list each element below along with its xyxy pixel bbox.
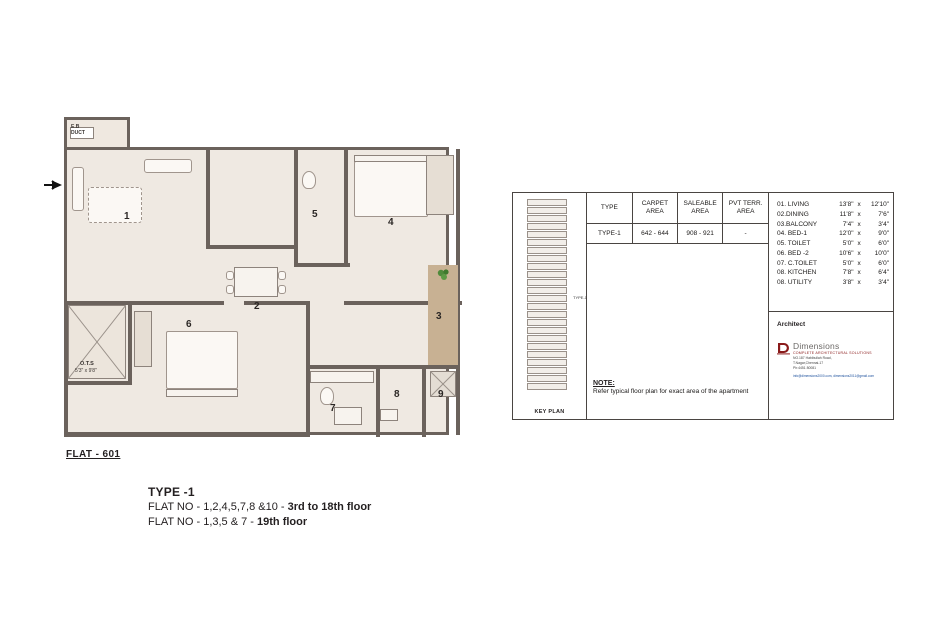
room-schedule	[777, 200, 889, 288]
schedule-label: 03.BALCONY	[777, 220, 818, 228]
kitchen-counter	[310, 371, 374, 383]
schedule-height: 12'10"	[870, 201, 889, 208]
wall-v-4	[456, 149, 460, 269]
caption-line-1-prefix: FLAT NO - 1,2,4,5,7,8 &10 -	[148, 501, 288, 513]
schedule-x: x	[857, 230, 861, 238]
floor-plan	[58, 115, 458, 460]
schedule-divider	[769, 311, 893, 312]
wall-h-1	[206, 245, 298, 249]
cell-type: TYPE-1	[587, 224, 632, 244]
dining-chair-1	[226, 271, 234, 280]
bed-1-headboard	[354, 155, 428, 162]
wall-h-7	[64, 381, 132, 385]
col-type: TYPE	[587, 193, 632, 224]
col-carpet-area: CARPET AREA	[632, 193, 677, 224]
schedule-height: 6'0"	[878, 259, 889, 267]
dining-chair-4	[278, 285, 286, 294]
wall-v-11	[294, 219, 298, 265]
wall-v-8	[422, 365, 426, 437]
col-saleable-area: SALEABLE AREA	[678, 193, 723, 224]
bed-1-wardrobe	[426, 155, 454, 215]
schedule-width: 10'6"	[839, 249, 854, 257]
note-block	[593, 380, 763, 397]
area-table-column	[587, 193, 769, 419]
area-table	[587, 193, 768, 244]
key-plan-diagram	[527, 199, 588, 395]
schedule-height: 9'0"	[878, 230, 889, 238]
schedule-row	[777, 259, 889, 269]
schedule-column	[769, 193, 893, 419]
schedule-label: 01. LIVING	[777, 201, 810, 208]
architect-address: NO.187 Habibullah Road, T.Nagar,Chennai-17 Ph:4451 80081	[793, 356, 832, 370]
dining-chair-2	[226, 285, 234, 294]
ots-title: O.T.S	[80, 361, 94, 367]
note-title: NOTE:	[593, 380, 615, 388]
bed-2-wardrobe	[134, 311, 152, 367]
sofa-1	[72, 167, 84, 211]
cell-saleable-area: 908 - 921	[678, 224, 723, 244]
schedule-row	[777, 229, 889, 239]
cell-carpet-area: 642 - 644	[632, 224, 677, 244]
schedule-x: x	[857, 201, 861, 208]
bed-1-bed	[354, 161, 428, 217]
architect-tagline: COMPLETE ARCHITECTURAL SOLUTIONS	[793, 351, 872, 355]
room-num-2: 2	[254, 301, 260, 312]
schedule-height: 3'4"	[878, 220, 889, 228]
room-num-6: 6	[186, 319, 192, 330]
info-panel	[512, 192, 894, 420]
caption-line-2-bold: 19th floor	[257, 515, 308, 528]
schedule-width: 12'0"	[839, 230, 854, 238]
dining-chair-3	[278, 271, 286, 280]
schedule-row	[777, 210, 889, 220]
architect-label: Architect	[777, 321, 806, 328]
schedule-label: 04. BED-1	[777, 230, 807, 238]
bed-2-bed	[166, 331, 238, 389]
schedule-label: 02.DINING	[777, 210, 809, 218]
architect-email: info@dimensions2000.com, dimensions2011@gmail.com	[793, 374, 875, 378]
room-num-7: 7	[330, 403, 336, 414]
kitchen-stove	[334, 407, 362, 425]
schedule-row	[777, 239, 889, 249]
schedule-row	[777, 278, 889, 288]
eb-duct-label: E.B DUCT	[71, 124, 85, 136]
wall-h-8	[64, 433, 310, 437]
kitchen-sink	[380, 409, 398, 421]
col-pvt-terr-area: PVT TERR. AREA	[723, 193, 768, 224]
schedule-height: 10'0"	[874, 249, 889, 257]
schedule-x: x	[857, 220, 861, 228]
room-num-8: 8	[394, 389, 400, 400]
toilet-5-wc	[302, 171, 316, 189]
caption-line-1	[148, 500, 478, 515]
schedule-row	[777, 249, 889, 259]
dimensions-logo-icon	[777, 342, 790, 356]
schedule-x: x	[857, 240, 861, 247]
bed-2-headboard	[166, 389, 238, 397]
schedule-label: 07. C.TOILET	[777, 259, 817, 267]
schedule-height: 6'4"	[878, 269, 889, 277]
schedule-x: x	[857, 210, 861, 218]
caption-line-1-bold: 3rd to 18th floor	[287, 501, 372, 513]
key-plan-label: KEY PLAN	[534, 409, 565, 415]
schedule-height: 6'0"	[878, 240, 889, 247]
caption-line-2	[148, 515, 478, 530]
entry-arrow-icon	[44, 179, 64, 191]
key-plan-column	[513, 193, 587, 419]
schedule-label: 05. TOILET	[777, 240, 811, 247]
schedule-x: x	[857, 249, 861, 257]
schedule-row	[777, 220, 889, 230]
schedule-width: 13'8"	[839, 201, 854, 208]
room-num-5: 5	[312, 209, 318, 220]
note-text: Refer typical floor plan for exact area of the apartment	[593, 388, 749, 396]
schedule-height: 7'6"	[878, 210, 889, 218]
schedule-x: x	[857, 279, 861, 286]
schedule-row	[777, 268, 889, 278]
schedule-row	[777, 200, 889, 210]
wall-v-1	[206, 149, 210, 249]
plant-icon	[436, 267, 452, 283]
table-header-row	[587, 193, 768, 224]
wall-v-10	[128, 301, 132, 381]
schedule-width: 11'8"	[839, 210, 854, 218]
room-num-3: 3	[436, 311, 442, 322]
rug-living	[88, 187, 142, 223]
schedule-width: 7'4"	[842, 220, 854, 228]
wall-v-3	[344, 149, 348, 264]
schedule-label: 08. UTILITY	[777, 279, 813, 286]
table-row	[587, 224, 768, 244]
wall-h-3	[294, 263, 350, 267]
schedule-width: 3'8"	[842, 279, 854, 286]
schedule-label: 08. KITCHEN	[777, 269, 817, 277]
room-num-9: 9	[438, 389, 444, 400]
plan-caption	[148, 485, 478, 529]
cell-pvt-terr-area: -	[723, 224, 768, 244]
caption-line-2-prefix: FLAT NO - 1,3,5 & 7 -	[148, 515, 258, 528]
wall-h-6	[306, 365, 460, 369]
key-plan-type-tag: TYPE-1	[573, 295, 588, 300]
schedule-x: x	[857, 269, 861, 277]
schedule-label: 06. BED -2	[777, 249, 809, 257]
wall-v-7	[376, 365, 380, 437]
schedule-x: x	[857, 259, 861, 267]
ots-size: 5'3" x 9'8"	[75, 368, 97, 374]
room-num-1: 1	[124, 211, 130, 222]
flat-label: FLAT - 601	[66, 449, 121, 460]
dining-table	[234, 267, 278, 297]
schedule-width: 7'8"	[842, 269, 854, 277]
architect-name: Dimensions	[793, 341, 840, 351]
caption-title: TYPE -1	[148, 485, 195, 499]
room-num-4: 4	[388, 217, 394, 228]
schedule-width: 5'0"	[842, 259, 854, 267]
sofa-2	[144, 159, 192, 173]
schedule-height: 3'4"	[878, 279, 889, 286]
wall-v-2	[294, 149, 298, 219]
schedule-width: 5'0"	[842, 240, 854, 247]
